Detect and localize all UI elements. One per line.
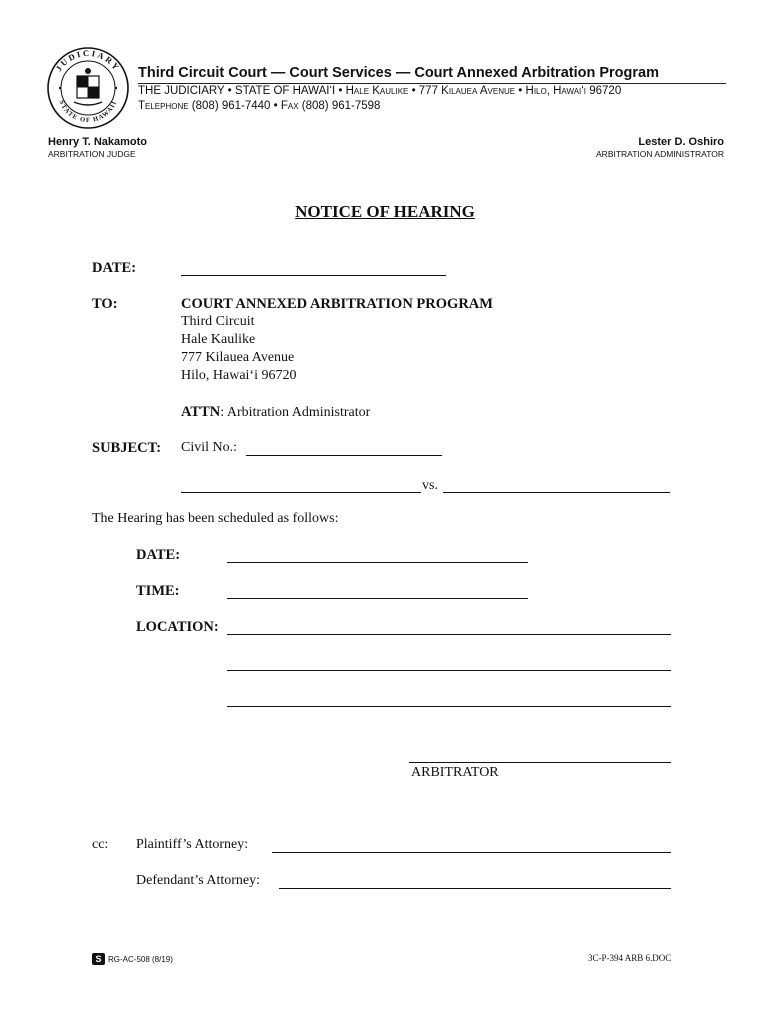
defendant-attorney-label: Defendant’s Attorney: bbox=[136, 873, 261, 888]
seal-top-text: JUDICIARY bbox=[53, 47, 123, 74]
seal-bottom-text: STATE OF HAWAII bbox=[57, 99, 119, 125]
defendant-attorney-field[interactable] bbox=[279, 888, 671, 889]
address-zip: 96720 bbox=[586, 85, 622, 97]
hearing-location-label: LOCATION: bbox=[136, 619, 219, 635]
page-title: NOTICE OF HEARING bbox=[295, 202, 475, 221]
plaintiff-attorney-field[interactable] bbox=[272, 852, 671, 853]
hearing-location-field-2[interactable] bbox=[227, 670, 671, 671]
arbitrator-label: ARBITRATOR bbox=[411, 765, 499, 780]
hearing-location-field-3[interactable] bbox=[227, 706, 671, 707]
document-code: 3C-P-394 ARB 6.DOC bbox=[588, 953, 672, 963]
plaintiff-attorney-label: Plaintiff’s Attorney: bbox=[136, 837, 249, 852]
to-address-line-4: Hilo, Hawaiʻi 96720 bbox=[181, 368, 297, 383]
hearing-date-field[interactable] bbox=[227, 562, 528, 563]
hearing-date-label: DATE: bbox=[136, 547, 181, 563]
judiciary-seal-icon bbox=[46, 46, 130, 130]
address-line-part-1: THE JUDICIARY • STATE OF HAWAI‘I • bbox=[138, 85, 346, 97]
attn-line bbox=[181, 404, 370, 421]
contact-line bbox=[138, 100, 380, 112]
telephone-label: Telephone bbox=[138, 100, 189, 112]
to-address-line-2: Hale Kaulike bbox=[181, 332, 256, 347]
telephone-number: (808) 961-7440 • bbox=[188, 100, 281, 112]
cc-label: cc: bbox=[92, 837, 109, 852]
date-field[interactable] bbox=[181, 275, 446, 276]
civil-no-label: Civil No.: bbox=[181, 440, 238, 455]
defendant-party-field[interactable] bbox=[443, 492, 670, 493]
hearing-location-field-1[interactable] bbox=[227, 634, 671, 635]
form-code: RG-AC-508 (8/19) bbox=[108, 954, 173, 964]
hearing-intro: The Hearing has been scheduled as follows: bbox=[92, 511, 339, 526]
judge-title: ARBITRATION JUDGE bbox=[48, 149, 136, 159]
fax-label: Fax bbox=[280, 100, 299, 112]
to-organization: COURT ANNEXED ARBITRATION PROGRAM bbox=[181, 296, 493, 312]
hearing-time-field[interactable] bbox=[227, 598, 528, 599]
plaintiff-party-field[interactable] bbox=[181, 492, 421, 493]
to-address-line-3: 777 Kilauea Avenue bbox=[181, 350, 295, 365]
subject-label: SUBJECT: bbox=[92, 440, 162, 456]
date-label: DATE: bbox=[92, 260, 137, 276]
court-program-title: Third Circuit Court — Court Services — Court Annexed Arbitration Program bbox=[138, 65, 659, 81]
vs-label: vs. bbox=[422, 478, 438, 493]
address-line-part-2: Hale Kaulike • 777 Kilauea Avenue • Hilo, Hawai‘i bbox=[345, 85, 587, 97]
judge-name: Henry T. Nakamoto bbox=[48, 136, 148, 148]
arbitrator-signature-field[interactable] bbox=[409, 762, 671, 763]
address-line bbox=[138, 85, 621, 97]
header-rule bbox=[138, 83, 726, 84]
civil-no-field[interactable] bbox=[246, 455, 442, 456]
administrator-title: ARBITRATION ADMINISTRATOR bbox=[596, 149, 724, 159]
to-label: TO: bbox=[92, 296, 118, 312]
form-code-block bbox=[92, 953, 173, 965]
form-logo-icon: S bbox=[92, 953, 105, 965]
hearing-time-label: TIME: bbox=[136, 583, 180, 599]
to-address-line-1: Third Circuit bbox=[181, 314, 255, 329]
fax-number: (808) 961-7598 bbox=[298, 100, 381, 112]
attn-label: ATTN bbox=[181, 404, 221, 420]
administrator-name: Lester D. Oshiro bbox=[638, 136, 724, 148]
attn-value: : Arbitration Administrator bbox=[220, 405, 371, 420]
svg-text:STATE OF HAWAII bbox=[58, 99, 119, 124]
